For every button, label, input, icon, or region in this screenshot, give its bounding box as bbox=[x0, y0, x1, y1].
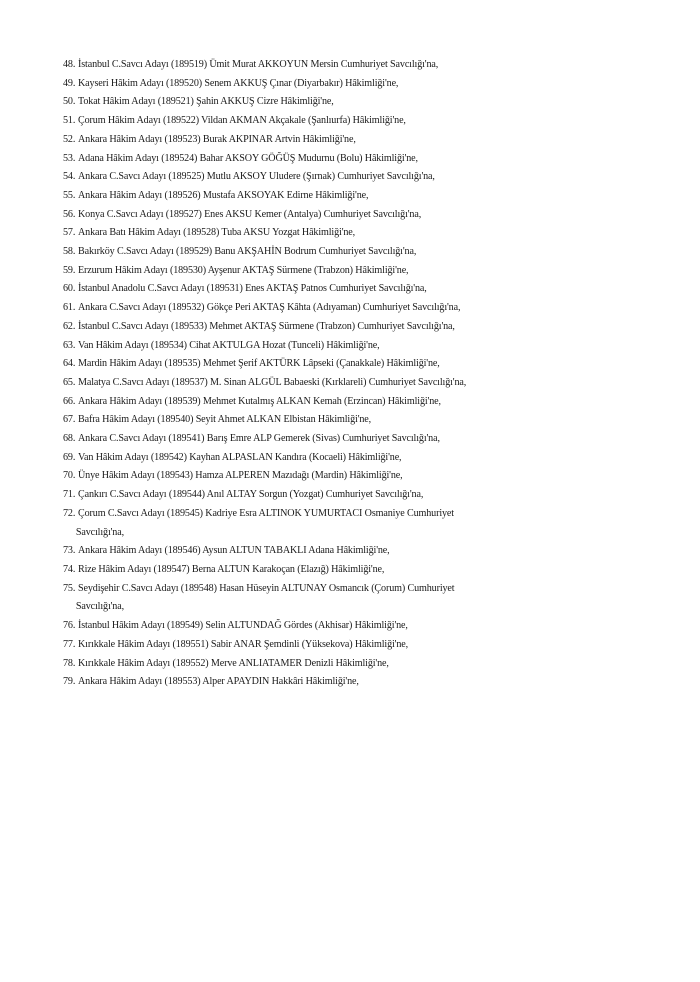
item-number: 72. bbox=[63, 506, 76, 519]
item-text: Seydişehir C.Savcı Adayı (189548) Hasan Hüseyin ALTUNAY Osmancık (Çorum) Cumhuriyet bbox=[78, 581, 455, 594]
item-text: İstanbul Hâkim Adayı (189549) Selin ALTUNDAĞ Gördes (Akhisar) Hâkimliği'ne, bbox=[78, 619, 408, 632]
item-text-continuation: Savcılığı'na, bbox=[75, 525, 124, 538]
list-item bbox=[63, 336, 606, 355]
item-text: Bafra Hâkim Adayı (189540) Seyit Ahmet ALKAN Elbistan Hâkimliği'ne, bbox=[78, 413, 372, 426]
item-text: Çorum Hâkim Adayı (189522) Vildan AKMAN Akçakale (Şanlıurfa) Hâkimliği'ne, bbox=[78, 114, 406, 127]
item-number: 51. bbox=[63, 114, 76, 127]
list-item bbox=[63, 279, 606, 298]
item-text: Ünye Hâkim Adayı (189543) Hamza ALPEREN Mazıdağı (Mardin) Hâkimliği'ne, bbox=[78, 469, 403, 482]
list-item bbox=[63, 373, 606, 392]
item-number: 54. bbox=[63, 170, 76, 183]
item-number: 55. bbox=[63, 188, 76, 201]
item-number: 53. bbox=[63, 151, 76, 164]
list-item bbox=[63, 616, 606, 635]
item-number: 71. bbox=[63, 488, 76, 501]
item-text: Ankara Batı Hâkim Adayı (189528) Tuba AKSU Yozgat Hâkimliği'ne, bbox=[78, 226, 356, 239]
list-item bbox=[63, 223, 606, 242]
item-text: Adana Hâkim Adayı (189524) Bahar AKSOY GÖĞÜŞ Mudurnu (Bolu) Hâkimliği'ne, bbox=[78, 151, 418, 164]
item-text: Rize Hâkim Adayı (189547) Berna ALTUN Karakoçan (Elazığ) Hâkimliği'ne, bbox=[78, 562, 385, 575]
item-text: Van Hâkim Adayı (189542) Kayhan ALPASLAN Kandıra (Kocaeli) Hâkimliği'ne, bbox=[78, 450, 402, 463]
item-text: İstanbul C.Savcı Adayı (189519) Ümit Murat AKKOYUN Mersin Cumhuriyet Savcılığı'na, bbox=[78, 58, 439, 70]
item-text: Malatya C.Savcı Adayı (189537) M. Sinan ALGÜL Babaeski (Kırklareli) Cumhuriyet Savcılığı'na, bbox=[78, 375, 467, 388]
item-number: 61. bbox=[63, 301, 76, 314]
item-number: 63. bbox=[63, 338, 76, 351]
item-number: 76. bbox=[63, 619, 76, 632]
item-number: 52. bbox=[63, 132, 76, 145]
item-number: 56. bbox=[63, 207, 76, 220]
item-text: Çankırı C.Savcı Adayı (189544) Anıl ALTAY Sorgun (Yozgat) Cumhuriyet Savcılığı'na, bbox=[78, 488, 424, 501]
item-number: 57. bbox=[63, 226, 76, 239]
item-text: Kırıkkale Hâkim Adayı (189552) Merve ANLIATAMER Denizli Hâkimliği'ne, bbox=[78, 656, 389, 669]
appointment-list bbox=[63, 55, 653, 691]
list-item bbox=[63, 149, 606, 168]
list-item bbox=[63, 466, 606, 485]
list-item bbox=[63, 448, 606, 467]
item-number: 64. bbox=[63, 357, 76, 370]
item-text: Ankara C.Savcı Adayı (189532) Gökçe Peri AKTAŞ Kâhta (Adıyaman) Cumhuriyet Savcılığı'na, bbox=[78, 301, 461, 314]
item-number: 68. bbox=[63, 432, 76, 445]
item-number: 60. bbox=[63, 282, 76, 295]
list-item bbox=[63, 410, 606, 429]
item-text: Çorum C.Savcı Adayı (189545) Kadriye Esra ALTINOK YUMURTACI Osmaniye Cumhuriyet bbox=[78, 506, 454, 519]
item-text: Ankara Hâkim Adayı (189553) Alper APAYDIN Hakkâri Hâkimliği'ne, bbox=[78, 675, 359, 688]
list-item bbox=[63, 186, 606, 205]
item-text: Kırıkkale Hâkim Adayı (189551) Sabir ANAR Şemdinli (Yüksekova) Hâkimliği'ne, bbox=[78, 637, 409, 650]
item-text: Ankara C.Savcı Adayı (189541) Barış Emre ALP Gemerek (Sivas) Cumhuriyet Savcılığı'na, bbox=[78, 432, 440, 445]
item-number: 67. bbox=[63, 413, 76, 426]
item-text: Kayseri Hâkim Adayı (189520) Senem AKKUŞ Çınar (Diyarbakır) Hâkimliği'ne, bbox=[78, 76, 399, 89]
item-text: Erzurum Hâkim Adayı (189530) Ayşenur AKTAŞ Sürmene (Trabzon) Hâkimliği'ne, bbox=[78, 263, 409, 276]
item-number: 58. bbox=[63, 245, 76, 258]
item-number: 65. bbox=[63, 375, 76, 388]
list-item bbox=[63, 579, 606, 616]
item-number: 73. bbox=[63, 544, 76, 557]
item-number: 77. bbox=[63, 637, 76, 650]
list-item bbox=[63, 392, 606, 411]
item-number: 48. bbox=[63, 58, 76, 70]
list-item bbox=[63, 130, 606, 149]
list-item bbox=[63, 560, 606, 579]
item-number: 66. bbox=[63, 394, 76, 407]
item-text: Tokat Hâkim Adayı (189521) Şahin AKKUŞ Cizre Hâkimliği'ne, bbox=[78, 95, 334, 108]
item-number: 62. bbox=[63, 319, 76, 332]
item-text: Ankara Hâkim Adayı (189539) Mehmet Kutalmış ALKAN Kemah (Erzincan) Hâkimliği'ne, bbox=[78, 394, 441, 407]
list-item bbox=[63, 635, 606, 654]
list-item bbox=[63, 74, 606, 93]
item-number: 69. bbox=[63, 450, 76, 463]
list-item bbox=[63, 485, 606, 504]
list-item bbox=[63, 92, 606, 111]
list-item bbox=[63, 242, 606, 261]
list-item bbox=[63, 672, 606, 691]
item-text: Ankara Hâkim Adayı (189546) Aysun ALTUN TABAKLI Adana Hâkimliği'ne, bbox=[78, 544, 390, 557]
list-item bbox=[63, 205, 606, 224]
item-text: Ankara C.Savcı Adayı (189525) Mutlu AKSOY Uludere (Şırnak) Cumhuriyet Savcılığı'na, bbox=[78, 170, 435, 183]
item-number: 78. bbox=[63, 656, 76, 669]
list-item bbox=[63, 429, 606, 448]
item-text: Bakırköy C.Savcı Adayı (189529) Banu AKŞAHİN Bodrum Cumhuriyet Savcılığı'na, bbox=[78, 245, 417, 258]
item-text: İstanbul C.Savcı Adayı (189533) Mehmet AKTAŞ Sürmene (Trabzon) Cumhuriyet Savcılığı'na, bbox=[78, 319, 455, 332]
item-number: 74. bbox=[63, 562, 76, 575]
list-item bbox=[63, 317, 606, 336]
item-text: Konya C.Savcı Adayı (189527) Enes AKSU Kemer (Antalya) Cumhuriyet Savcılığı'na, bbox=[78, 207, 422, 220]
list-item bbox=[63, 354, 606, 373]
item-number: 49. bbox=[63, 76, 76, 89]
item-text: Van Hâkim Adayı (189534) Cihat AKTULGA Hozat (Tunceli) Hâkimliği'ne, bbox=[78, 338, 380, 351]
list-item bbox=[63, 504, 606, 541]
item-text-continuation: Savcılığı'na, bbox=[75, 600, 124, 613]
list-item bbox=[63, 298, 606, 317]
list-item bbox=[63, 654, 606, 673]
item-number: 79. bbox=[63, 675, 76, 688]
list-item bbox=[63, 167, 606, 186]
item-number: 59. bbox=[63, 263, 76, 276]
item-text: Ankara Hâkim Adayı (189526) Mustafa AKSOYAK Edirne Hâkimliği'ne, bbox=[78, 188, 369, 201]
list-item bbox=[63, 261, 606, 280]
item-text: Mardin Hâkim Adayı (189535) Mehmet Şerif AKTÜRK Lâpseki (Çanakkale) Hâkimliği'ne, bbox=[78, 357, 440, 370]
item-text: İstanbul Anadolu C.Savcı Adayı (189531) Enes AKTAŞ Patnos Cumhuriyet Savcılığı'na, bbox=[78, 282, 427, 295]
item-number: 50. bbox=[63, 95, 76, 108]
item-number: 70. bbox=[63, 469, 76, 482]
list-item bbox=[63, 111, 606, 130]
item-number: 75. bbox=[63, 581, 76, 594]
item-text: Ankara Hâkim Adayı (189523) Burak AKPINAR Artvin Hâkimliği'ne, bbox=[78, 132, 356, 145]
list-item bbox=[63, 55, 606, 74]
list-item bbox=[63, 541, 606, 560]
